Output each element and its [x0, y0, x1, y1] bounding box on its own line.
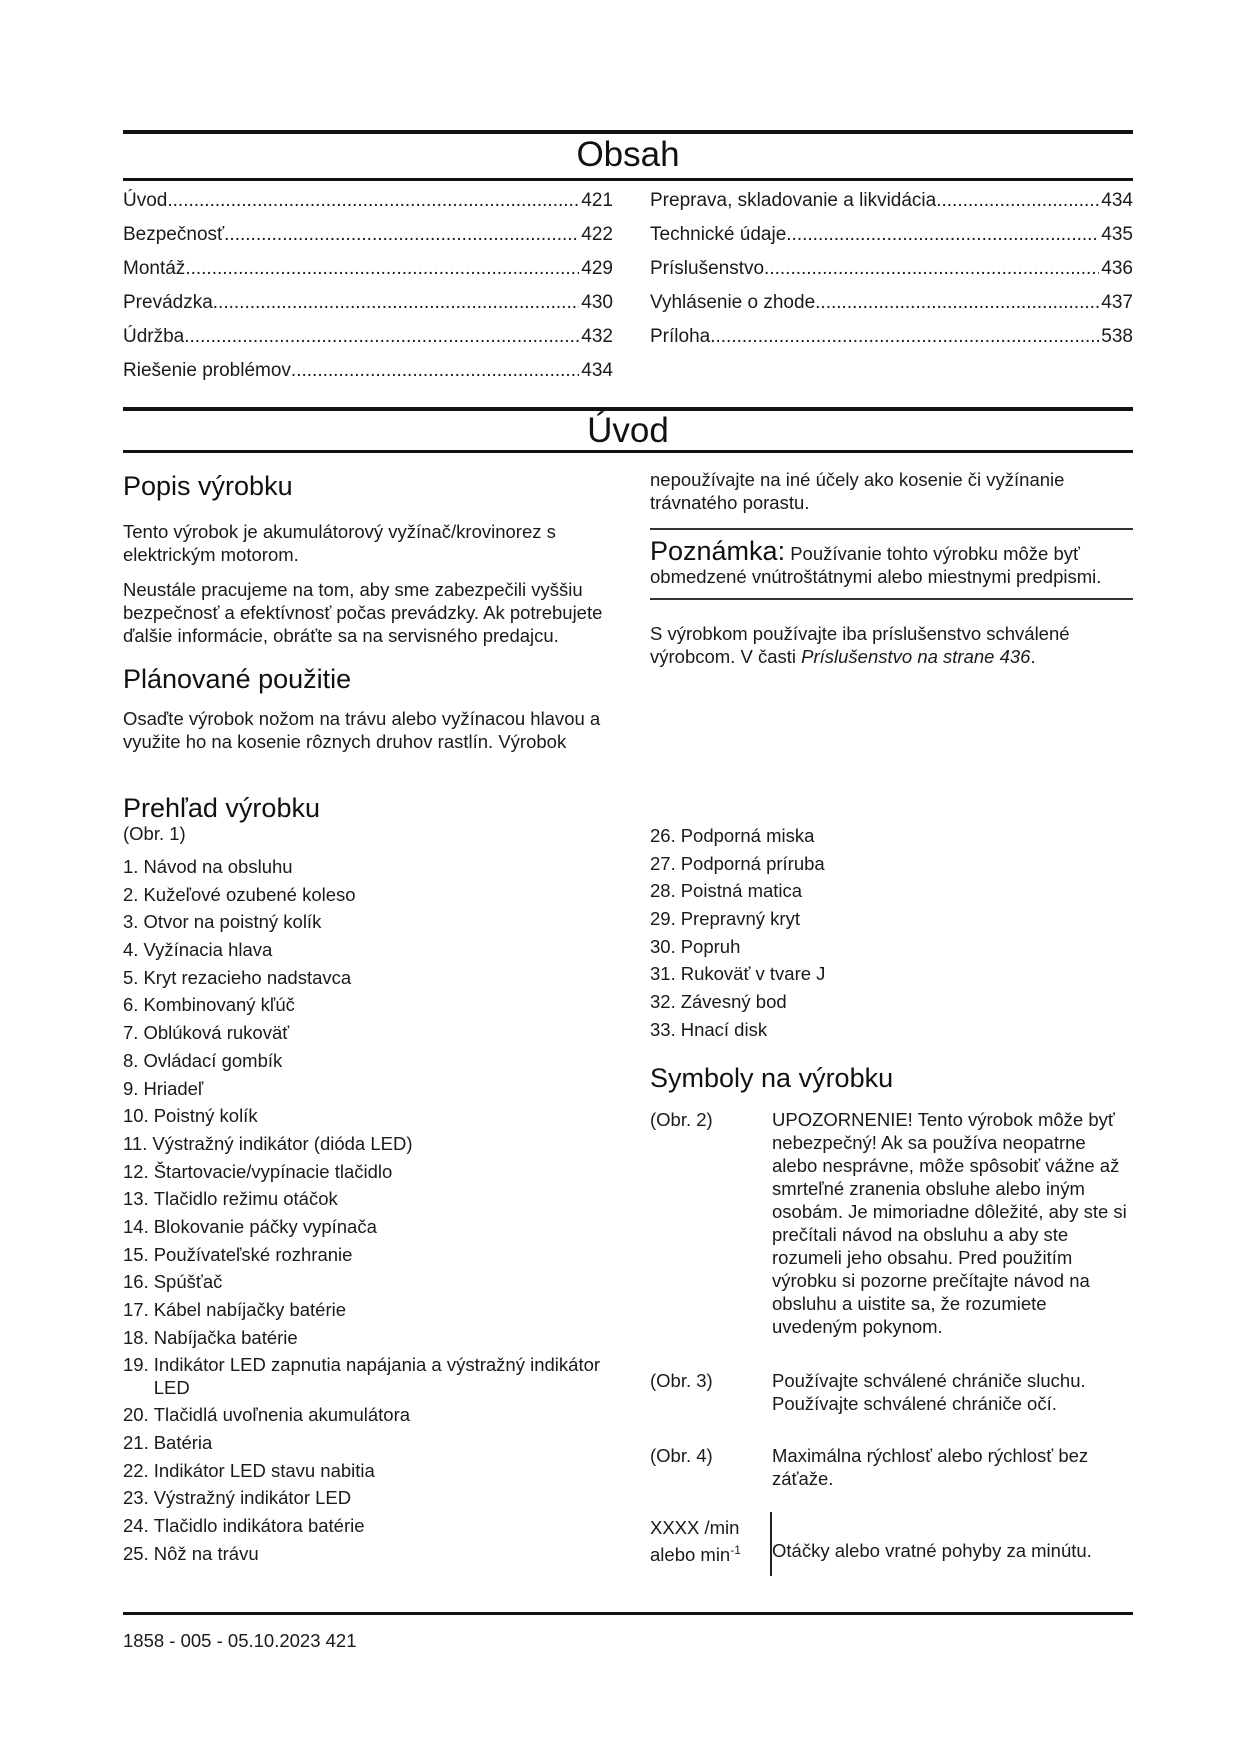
- list-item-text: Poistný kolík: [153, 1105, 258, 1127]
- toc-leader-dots: [185, 257, 579, 281]
- rpm-text: Otáčky alebo vratné pohyby za minútu.: [772, 1540, 1092, 1561]
- list-item: [123, 1431, 613, 1459]
- list-item-number: 32.: [650, 991, 676, 1013]
- list-item-number: 30.: [650, 935, 676, 957]
- symbol-row-warning: [650, 1108, 1133, 1338]
- toc-entry-page: 434: [1101, 190, 1133, 211]
- toc-entry-page: 435: [1101, 224, 1133, 245]
- toc-leader-dots: [184, 325, 579, 349]
- list-item-number: 22.: [123, 1459, 149, 1481]
- list-item: [123, 1104, 613, 1132]
- list-item-number: 18.: [123, 1326, 149, 1348]
- symbol-row-rpm: [650, 1516, 1133, 1566]
- list-item-text: Popruh: [680, 935, 741, 957]
- list-item: [650, 907, 1133, 935]
- list-item-number: 16.: [123, 1271, 149, 1293]
- list-item: [123, 1486, 613, 1514]
- toc-entry-page: 437: [1101, 292, 1133, 313]
- list-item: [650, 1018, 1133, 1046]
- toc-entry[interactable]: [123, 223, 613, 257]
- toc-leader-dots: [291, 359, 579, 383]
- toc-entry-page: 434: [581, 360, 613, 381]
- accessories-text: S výrobkom používajte iba príslušenstvo schválené výrobcom. V časti: [650, 623, 1070, 667]
- overview-list-right: [650, 824, 1133, 1046]
- overview-list-left: [123, 855, 613, 1570]
- list-item-number: 10.: [123, 1105, 149, 1127]
- list-item-number: 3.: [123, 911, 139, 933]
- toc-entry-label: Montáž: [123, 258, 186, 279]
- list-item: [123, 1270, 613, 1298]
- toc-entry-label: Príslušenstvo: [650, 258, 765, 279]
- rpm-divider: [770, 1512, 772, 1576]
- list-item: [123, 1298, 613, 1326]
- toc-entry-label: Vyhlásenie o zhode: [650, 292, 816, 313]
- list-item: [123, 1353, 613, 1403]
- list-item-number: 13.: [123, 1188, 149, 1210]
- toc-entry[interactable]: [650, 257, 1133, 291]
- list-item-number: 23.: [123, 1487, 149, 1509]
- toc-entry-page: 421: [581, 190, 613, 211]
- list-item-text: Spúšťač: [153, 1271, 223, 1293]
- symbol-ref-rpm: [650, 1516, 772, 1566]
- list-item-text: Výstražný indikátor LED: [153, 1487, 352, 1509]
- toc-entry-page: 422: [581, 224, 613, 245]
- toc-entry-page: 538: [1101, 326, 1133, 347]
- toc-entry[interactable]: [123, 325, 613, 359]
- toc-entry-label: Úvod: [123, 190, 168, 211]
- footer-page-number: 421: [325, 1630, 357, 1651]
- list-item-number: 28.: [650, 880, 676, 902]
- toc-entry-page: 436: [1101, 258, 1133, 279]
- manual-page: [123, 0, 1133, 1754]
- accessories-period: .: [1030, 646, 1036, 667]
- symbol-row-protection: [650, 1369, 1133, 1415]
- list-item-text: Ovládací gombík: [143, 1049, 283, 1071]
- popis-heading: Popis výrobku: [123, 471, 293, 501]
- toc-entry-label: Prevádzka: [123, 292, 213, 313]
- list-item: [123, 1403, 613, 1431]
- list-item-number: 8.: [123, 1049, 139, 1071]
- accessories-paragraph: [650, 622, 1133, 668]
- list-item-text: Návod na obsluhu: [143, 856, 293, 877]
- symbol-ref: (Obr. 3): [650, 1370, 713, 1391]
- list-item-text: Rukoväť v tvare J: [680, 963, 826, 985]
- toc-leader-dots: [936, 189, 1099, 213]
- popis-paragraph-2: Neustále pracujeme na tom, aby sme zabezpečili vyššiu bezpečnosť a efektívnosť počas prevádzky. Ak potrebujete ďalšie informácie, obráťte sa na servisného predajcu.: [123, 579, 603, 646]
- toc-title: Obsah: [576, 135, 680, 174]
- footer-doc-id: 1858 - 005 - 05.10.2023: [123, 1630, 321, 1651]
- list-item-text: Nabíjačka batérie: [153, 1326, 298, 1348]
- list-item: [123, 1514, 613, 1542]
- list-item-text: Tlačidlo indikátora batérie: [153, 1515, 365, 1537]
- planned-use-heading: Plánované použitie: [123, 664, 352, 694]
- list-item: [123, 1132, 613, 1160]
- list-item: [650, 824, 1133, 852]
- toc-entry[interactable]: [650, 223, 1133, 257]
- symbol-text: UPOZORNENIE! Tento výrobok môže byť nebezpečný! Ak sa používa neopatrne alebo nesprávne, môže spôsobiť vážne až smrteľné zranenia obsluhe alebo iným osobám. Je mimoriadne dôležité, aby ste si prečítali návod na obsluhu a aby ste rozumeli jeho obsahu. Pred použitím výrobku si pozorne prečítajte návod na obsluhu a uistite sa, že rozumiete uvedeným pokynom.: [772, 1109, 1127, 1337]
- list-item: [650, 935, 1133, 963]
- toc-entry[interactable]: [123, 359, 613, 393]
- list-item-text: Podporná miska: [680, 825, 815, 846]
- list-item-text: Oblúková rukoväť: [143, 1022, 290, 1044]
- list-item-text: Tlačidlá uvoľnenia akumulátora: [153, 1404, 411, 1426]
- toc-entry-label: Príloha: [650, 326, 711, 347]
- list-item-number: 11.: [123, 1132, 148, 1154]
- note-paragraph: [650, 536, 1133, 588]
- list-item-number: 2.: [123, 883, 139, 905]
- list-item: [123, 883, 613, 911]
- list-item-number: 21.: [123, 1432, 149, 1454]
- list-item: [123, 1542, 613, 1570]
- note-bottom-rule: [650, 598, 1133, 600]
- list-item-number: 1.: [123, 856, 139, 877]
- list-item-text: Kábel nabíjačky batérie: [153, 1299, 347, 1320]
- list-item-number: 20.: [123, 1404, 149, 1426]
- symbol-text: Používajte schválené chrániče sluchu. Používajte schválené chrániče očí.: [772, 1370, 1086, 1414]
- list-item-number: 15.: [123, 1243, 149, 1265]
- list-item-number: 14.: [123, 1215, 149, 1237]
- toc-entry[interactable]: [123, 291, 613, 325]
- toc-right-column: [650, 189, 1133, 359]
- list-item-number: 12.: [123, 1160, 149, 1182]
- list-item-number: 6.: [123, 994, 139, 1016]
- list-item: [123, 938, 613, 966]
- toc-leader-dots: [764, 257, 1099, 281]
- overview-heading: Prehľad výrobku: [123, 793, 320, 823]
- rpm-ref-text: alebo min: [650, 1544, 731, 1566]
- list-item: [123, 910, 613, 938]
- toc-leader-dots: [710, 325, 1099, 349]
- overview-left-column: [123, 792, 613, 1570]
- list-item: [650, 962, 1133, 990]
- list-item-number: 19.: [123, 1354, 149, 1376]
- list-item-text: Indikátor LED stavu nabitia: [153, 1459, 375, 1481]
- symbol-ref: (Obr. 4): [650, 1445, 713, 1466]
- list-item-text: Nôž na trávu: [153, 1542, 259, 1564]
- footer-rule: [123, 1612, 1133, 1615]
- accessories-paragraph-wrap: [650, 622, 1133, 668]
- symbol-row-speed: [650, 1444, 1133, 1490]
- list-item-text: Používateľské rozhranie: [153, 1243, 353, 1265]
- list-item-number: 5.: [123, 966, 139, 988]
- list-item-number: 27.: [650, 852, 676, 874]
- toc-title-rule: [123, 178, 1133, 181]
- intended-use-continuation: nepoužívajte na iné účely ako kosenie či vyžínanie trávnatého porastu.: [650, 469, 1065, 513]
- list-item-number: 25.: [123, 1542, 149, 1564]
- list-item-text: Hriadeľ: [143, 1077, 204, 1099]
- list-item-number: 31.: [650, 963, 676, 985]
- symbol-text: Maximálna rýchlosť alebo rýchlosť bez záťaže.: [772, 1445, 1089, 1489]
- list-item-text: Kombinovaný kľúč: [143, 994, 295, 1016]
- intro-title-rule: [123, 450, 1133, 453]
- list-item-text: Podporná príruba: [680, 852, 825, 874]
- popis-paragraph-1: Tento výrobok je akumulátorový vyžínač/krovinorez s elektrickým motorom.: [123, 521, 556, 565]
- toc-entry[interactable]: [650, 189, 1133, 223]
- intro-left-column: [123, 470, 613, 753]
- list-item-number: 26.: [650, 825, 676, 846]
- list-item: [123, 966, 613, 994]
- accessories-link[interactable]: Príslušenstvo na strane 436: [801, 646, 1031, 667]
- list-item-text: Výstražný indikátor (dióda LED): [152, 1132, 413, 1154]
- rpm-ref-line-2: [650, 1539, 772, 1566]
- list-item: [123, 1160, 613, 1188]
- toc-entry-page: 430: [581, 292, 613, 313]
- list-item-text: Kryt rezacieho nadstavca: [143, 966, 352, 988]
- list-item-text: Otvor na poistný kolík: [143, 911, 322, 933]
- list-item-text: Závesný bod: [680, 991, 787, 1013]
- toc-leader-dots: [815, 291, 1099, 315]
- list-item-text: Kužeľové ozubené koleso: [143, 883, 356, 905]
- planned-use-paragraph: Osaďte výrobok nožom na trávu alebo vyžínacou hlavou a využite ho na kosenie rôznych druhov rastlín. Výrobok: [123, 708, 601, 752]
- rpm-superscript: -1: [730, 1543, 741, 1557]
- note-top-rule: [650, 528, 1133, 530]
- list-item-text: Batéria: [153, 1432, 213, 1454]
- list-item: [123, 1326, 613, 1354]
- symbols-heading: Symboly na výrobku: [650, 1062, 894, 1093]
- toc-entry[interactable]: [123, 257, 613, 291]
- list-item: [123, 1187, 613, 1215]
- list-item-text: Blokovanie páčky vypínača: [153, 1215, 377, 1237]
- intro-title: Úvod: [587, 411, 669, 450]
- list-item-number: 24.: [123, 1515, 149, 1537]
- toc-leader-dots: [786, 223, 1099, 247]
- list-item: [123, 1215, 613, 1243]
- list-item: [123, 993, 613, 1021]
- toc-entry[interactable]: [123, 189, 613, 223]
- list-item: [123, 1049, 613, 1077]
- note-label: Poznámka:: [650, 536, 786, 566]
- list-item-number: 4.: [123, 939, 139, 961]
- list-item-text: Štartovacie/vypínacie tlačidlo: [153, 1160, 393, 1182]
- list-item-number: 29.: [650, 908, 676, 930]
- list-item-text: Prepravný kryt: [680, 908, 800, 930]
- list-item-text: Hnací disk: [680, 1018, 768, 1040]
- toc-top-rule: [123, 130, 1133, 134]
- list-item: [123, 1459, 613, 1487]
- toc-entry-label: Technické údaje: [650, 224, 787, 245]
- list-item-number: 7.: [123, 1022, 139, 1044]
- list-item-text: Indikátor LED zapnutia napájania a výstražný indikátor LED: [153, 1354, 601, 1399]
- toc-entry-page: 429: [581, 258, 613, 279]
- symbol-ref: (Obr. 2): [650, 1109, 713, 1130]
- toc-leader-dots: [167, 189, 579, 213]
- footer: [123, 1630, 357, 1652]
- toc-left-column: [123, 189, 613, 393]
- list-item-text: Vyžínacia hlava: [143, 939, 273, 961]
- list-item: [123, 855, 613, 883]
- overview-figure-ref: (Obr. 1): [123, 823, 186, 844]
- list-item: [650, 852, 1133, 880]
- list-item: [123, 1021, 613, 1049]
- toc-entry-page: 432: [581, 326, 613, 347]
- toc-entry-label: Riešenie problémov: [123, 360, 291, 381]
- list-item-number: 9.: [123, 1077, 139, 1099]
- list-item-number: 33.: [650, 1018, 676, 1040]
- intro-right-column: [650, 468, 1133, 514]
- toc-entry-label: Preprava, skladovanie a likvidácia: [650, 190, 937, 211]
- toc-leader-dots: [224, 223, 579, 247]
- list-item: [123, 1077, 613, 1105]
- toc-entry-label: Údržba: [123, 326, 185, 347]
- list-item: [650, 879, 1133, 907]
- toc-entry[interactable]: [650, 291, 1133, 325]
- toc-leader-dots: [213, 291, 580, 315]
- toc-entry[interactable]: [650, 325, 1133, 359]
- rpm-ref-line-1: XXXX /min: [650, 1517, 740, 1538]
- toc-entry-label: Bezpečnosť: [123, 224, 225, 245]
- overview-right-column: [650, 824, 1133, 1094]
- list-item-number: 17.: [123, 1299, 149, 1320]
- list-item: [650, 990, 1133, 1018]
- list-item: [123, 1243, 613, 1271]
- list-item-text: Tlačidlo režimu otáčok: [153, 1188, 338, 1210]
- note-text: Používanie tohto výrobku môže byť obmedzené vnútroštátnymi alebo miestnymi predpismi.: [650, 543, 1102, 587]
- note-box: [650, 528, 1133, 600]
- list-item-text: Poistná matica: [680, 880, 803, 902]
